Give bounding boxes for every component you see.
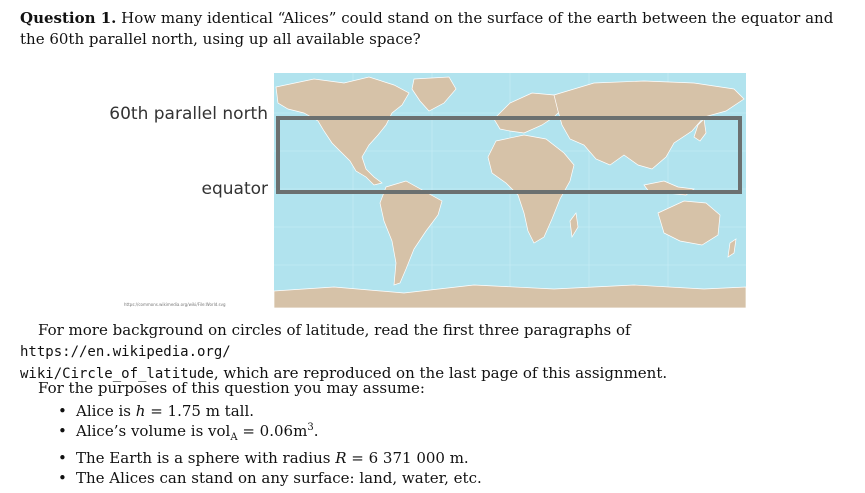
wikipedia-link-part1[interactable]: https://en.wikipedia.org/	[20, 344, 231, 360]
background-intro: For more background on circles of latitude, read the first three paragraphs of	[38, 321, 631, 339]
question-number: Question 1.	[20, 9, 117, 27]
world-map	[274, 73, 746, 308]
background-outro: , which are reproduced on the last page of this assignment.	[213, 364, 668, 382]
question-body: How many identical “Alices” could stand on the surface of the earth between the equator and the 60th parallel north, using up all available space?	[20, 9, 834, 48]
wikipedia-link-part2[interactable]: wiki/Circle_of_latitude	[20, 366, 214, 382]
assumptions-intro: For the purposes of this question you may assume:	[38, 379, 425, 397]
assumptions-list	[56, 401, 482, 488]
list-item: • Alice’s volume is $vol_A = 0.06m^3$.	[56, 421, 482, 448]
list-item: • The Earth is a sphere with radius R = 6 371 000 m.	[56, 448, 482, 468]
source-url: https://commons.wikimedia.org/wiki/File:World.svg	[124, 302, 226, 307]
label-equator: equator	[201, 179, 268, 199]
question-text	[20, 8, 845, 50]
antarctica	[274, 285, 746, 308]
label-60th-parallel: 60th parallel north	[109, 104, 268, 124]
list-item: • The Alices can stand on any surface: land, water, etc.	[56, 468, 482, 488]
list-item: • Alice is h = 1.75 m tall.	[56, 401, 482, 421]
world-map-figure	[100, 66, 760, 314]
background-paragraph	[20, 320, 845, 385]
